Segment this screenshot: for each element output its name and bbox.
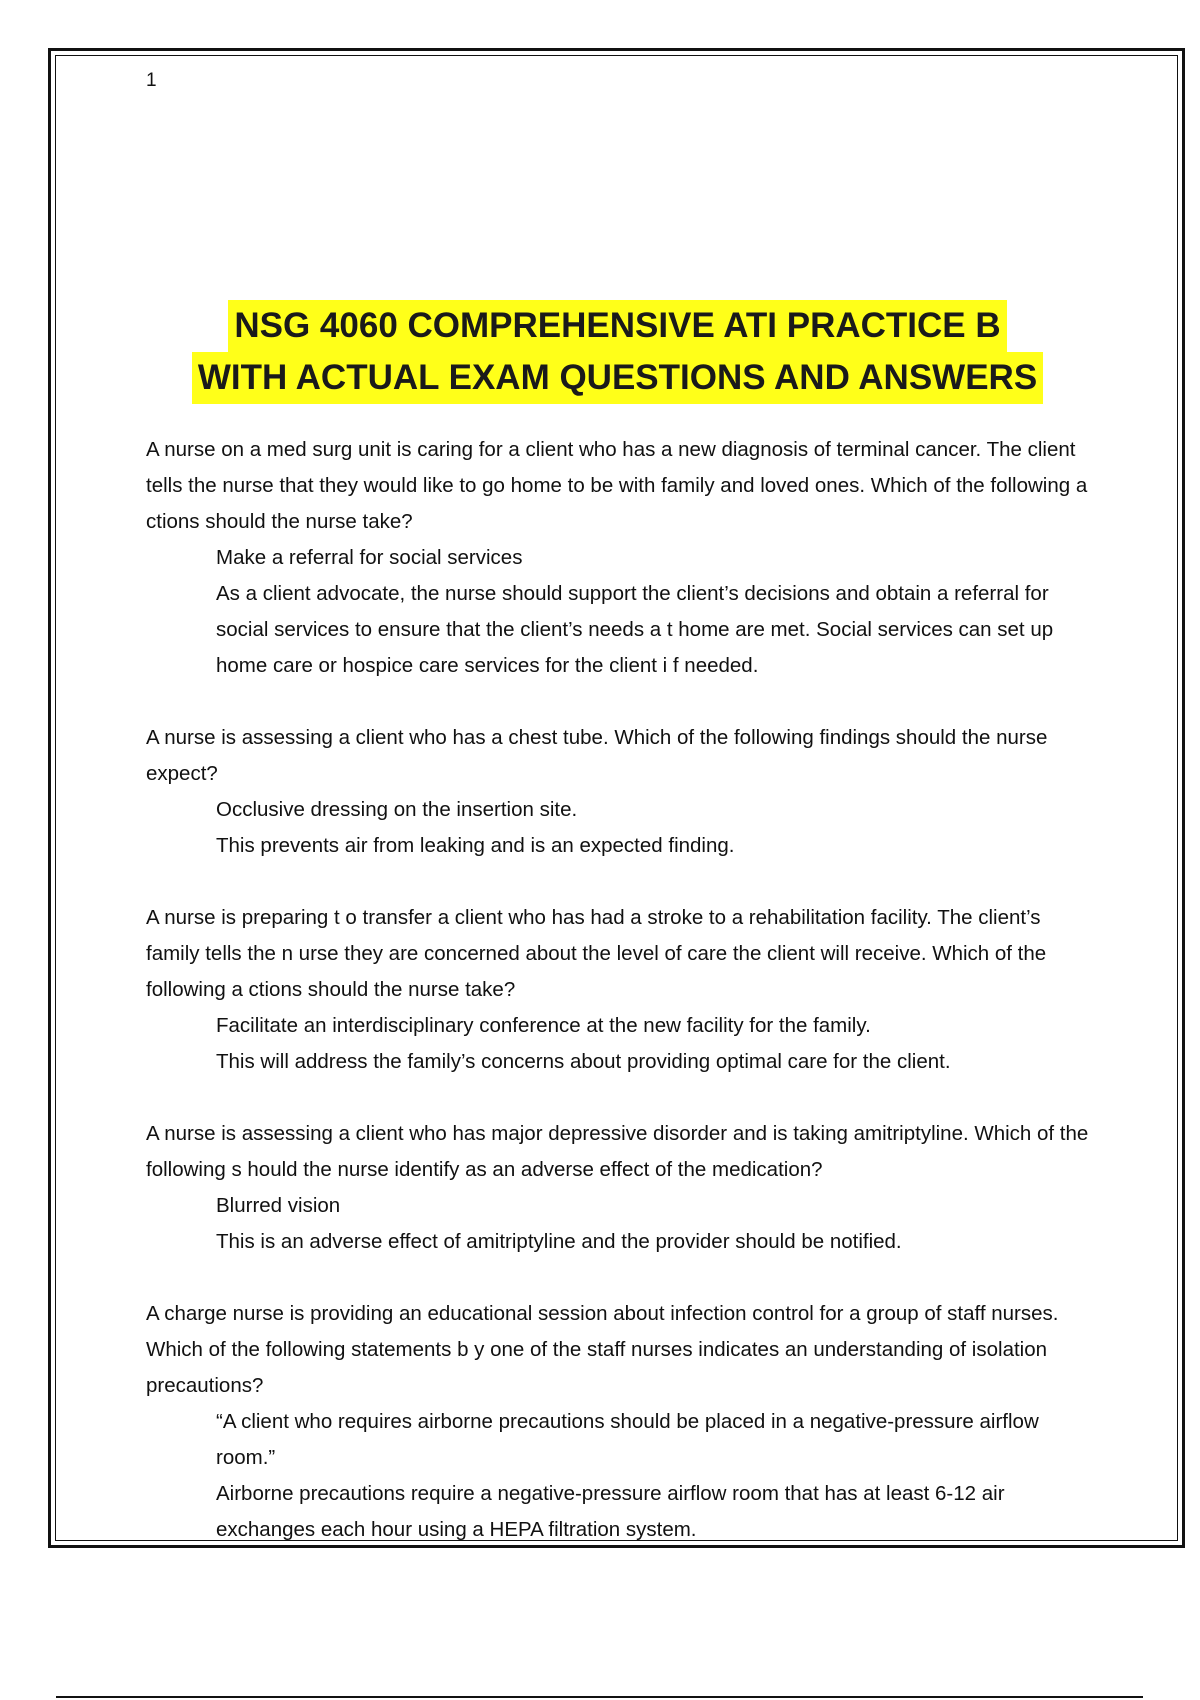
question-block-2 [146,720,1096,864]
rationale-text: This prevents air from leaking and is an expected finding. [216,834,735,857]
rationale-text: This will address the family’s concerns about providing optimal care for the client. [216,1050,951,1073]
answer-text: Facilitate an interdisciplinary conference at the new facility for the family. [216,1014,871,1037]
answer-text: Make a referral for social services [216,546,523,569]
question-list [146,432,1096,1584]
question-text: A charge nurse is providing an educational session about infection control for a group of staff nurses. Which of the following statements b y one of the staff nurses indicates an understanding of isolation precautions? [146,1302,1059,1397]
question-text: A nurse is assessing a client who has a chest tube. Which of the following findings should the nurse expect? [146,726,1048,785]
page-number: 1 [146,70,157,91]
footer-rule [56,1696,1143,1698]
question-block-3 [146,900,1096,1080]
rationale-text: This is an adverse effect of amitriptyline and the provider should be notified. [216,1230,902,1253]
title-line-1: NSG 4060 COMPREHENSIVE ATI PRACTICE B [228,300,1006,352]
title-line-2: WITH ACTUAL EXAM QUESTIONS AND ANSWERS [192,352,1043,404]
document-title [145,300,1090,404]
question-text: A nurse is preparing t o transfer a client who has had a stroke to a rehabilitation facility. The client’s family tells the n urse they are concerned about the level of care the client will receive. Which of the following a ctions should the nurse take? [146,906,1047,1001]
answer-text: Blurred vision [216,1194,341,1217]
question-block-1 [146,432,1096,684]
question-text: A nurse on a med surg unit is caring for a client who has a new diagnosis of terminal cancer. The client tells the nurse that they would like to go home to be with family and loved ones. Which of the following a ctions should the nurse take? [146,438,1088,533]
rationale-text: Airborne precautions require a negative-pressure airflow room that has at least 6-12 air exchanges each hour using a HEPA filtration system. [216,1482,1005,1541]
question-block-4 [146,1116,1096,1260]
question-text: A nurse is assessing a client who has major depressive disorder and is taking amitriptyline. Which of the following s hould the nurse identify as an adverse effect of the medication? [146,1122,1089,1181]
rationale-text: As a client advocate, the nurse should support the client’s decisions and obtain a referral for social services to ensure that the client’s needs a t home are met. Social services can set up home care or hospice care services for the client i f needed. [216,582,1054,677]
question-block-5 [146,1296,1096,1548]
answer-text: Occlusive dressing on the insertion site. [216,798,578,821]
answer-text: “A client who requires airborne precautions should be placed in a negative-pressure airflow room.” [216,1410,1039,1469]
